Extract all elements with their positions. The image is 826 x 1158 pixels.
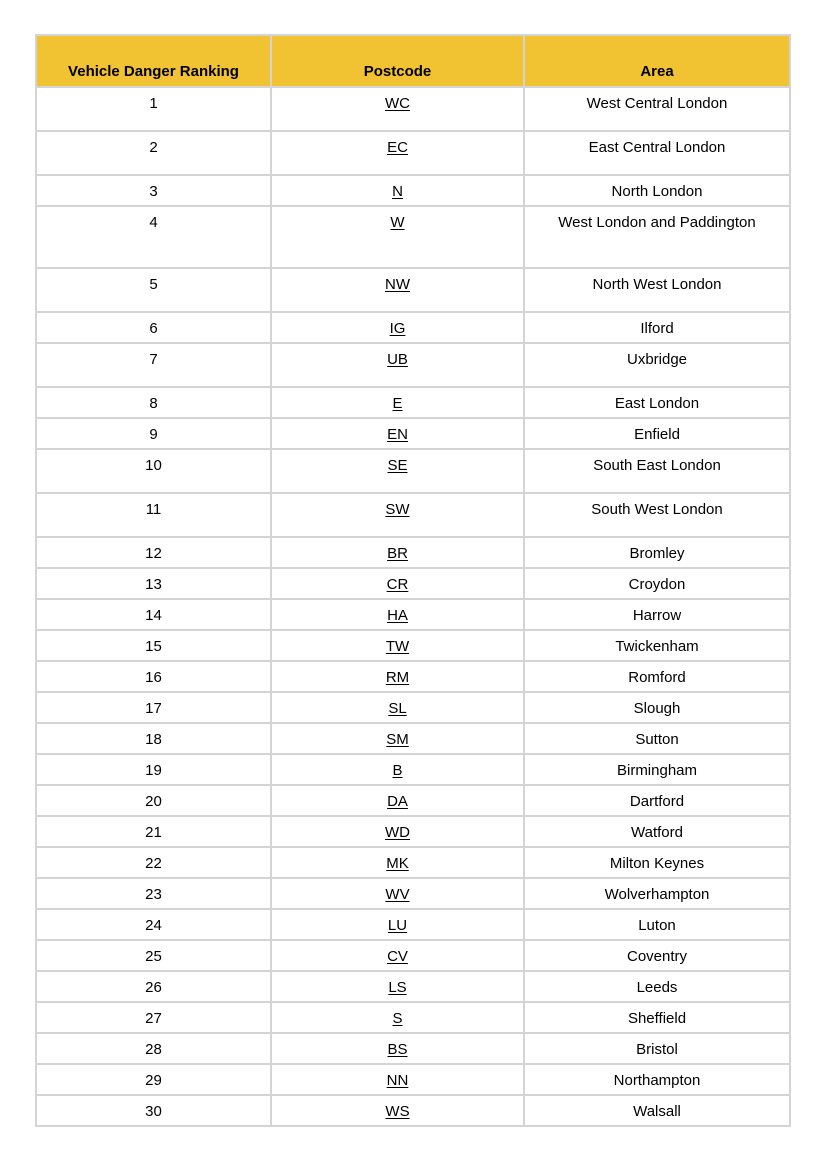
postcode-cell — [271, 816, 524, 847]
table-row — [36, 268, 790, 312]
rank-cell: 20 — [36, 785, 271, 816]
postcode-cell — [271, 449, 524, 493]
postcode-cell — [271, 312, 524, 343]
table-row — [36, 1095, 790, 1126]
postcode-link[interactable]: WD — [385, 824, 410, 841]
postcode-cell — [271, 568, 524, 599]
area-cell: North West London — [524, 268, 790, 312]
postcode-link[interactable]: CV — [387, 948, 408, 965]
postcode-link[interactable]: CR — [386, 576, 409, 593]
postcode-link[interactable]: NN — [386, 1072, 409, 1089]
area-cell: Northampton — [524, 1064, 790, 1095]
rank-cell: 21 — [36, 816, 271, 847]
postcode-link[interactable]: DA — [387, 793, 408, 810]
postcode-link[interactable]: WS — [385, 1103, 410, 1120]
postcode-cell — [271, 971, 524, 1002]
rank-cell: 5 — [36, 268, 271, 312]
rank-cell: 3 — [36, 175, 271, 206]
area-cell: Sheffield — [524, 1002, 790, 1033]
postcode-cell — [271, 630, 524, 661]
area-cell: Twickenham — [524, 630, 790, 661]
table-row — [36, 630, 790, 661]
rank-cell: 18 — [36, 723, 271, 754]
postcode-cell — [271, 847, 524, 878]
header-area: Area — [524, 35, 790, 87]
table-row — [36, 131, 790, 175]
postcode-link[interactable]: N — [392, 183, 403, 200]
postcode-cell — [271, 1033, 524, 1064]
rank-cell: 14 — [36, 599, 271, 630]
rank-cell: 17 — [36, 692, 271, 723]
rank-cell: 2 — [36, 131, 271, 175]
rank-cell: 10 — [36, 449, 271, 493]
table-row — [36, 816, 790, 847]
area-cell: Bromley — [524, 537, 790, 568]
postcode-cell — [271, 387, 524, 418]
postcode-link[interactable]: RM — [385, 669, 410, 686]
postcode-cell — [271, 754, 524, 785]
rank-cell: 27 — [36, 1002, 271, 1033]
area-cell: Dartford — [524, 785, 790, 816]
table-row — [36, 387, 790, 418]
area-cell: Leeds — [524, 971, 790, 1002]
postcode-link[interactable]: WC — [385, 95, 410, 112]
area-cell: Harrow — [524, 599, 790, 630]
postcode-link[interactable]: S — [392, 1010, 403, 1027]
postcode-link[interactable]: EC — [387, 139, 408, 156]
rank-cell: 30 — [36, 1095, 271, 1126]
rank-cell: 22 — [36, 847, 271, 878]
area-cell: Watford — [524, 816, 790, 847]
postcode-cell — [271, 493, 524, 537]
area-cell: Ilford — [524, 312, 790, 343]
postcode-cell — [271, 1095, 524, 1126]
header-row — [36, 35, 790, 87]
rank-cell: 11 — [36, 493, 271, 537]
rank-cell: 13 — [36, 568, 271, 599]
table-row — [36, 599, 790, 630]
area-cell: South West London — [524, 493, 790, 537]
rank-cell: 28 — [36, 1033, 271, 1064]
rank-cell: 9 — [36, 418, 271, 449]
table-row — [36, 878, 790, 909]
rank-cell: 24 — [36, 909, 271, 940]
table-row — [36, 343, 790, 387]
postcode-link[interactable]: HA — [387, 607, 408, 624]
postcode-cell — [271, 175, 524, 206]
rank-cell: 25 — [36, 940, 271, 971]
postcode-link[interactable]: NW — [385, 276, 410, 293]
area-cell: South East London — [524, 449, 790, 493]
vehicle-danger-ranking-table — [35, 34, 791, 1127]
rank-cell: 15 — [36, 630, 271, 661]
table-body — [36, 87, 790, 1126]
table-row — [36, 971, 790, 1002]
postcode-link[interactable]: MK — [386, 855, 409, 872]
table-row — [36, 909, 790, 940]
postcode-cell — [271, 87, 524, 131]
area-cell: Birmingham — [524, 754, 790, 785]
postcode-cell — [271, 1064, 524, 1095]
postcode-cell — [271, 723, 524, 754]
postcode-cell — [271, 131, 524, 175]
postcode-cell — [271, 785, 524, 816]
rank-cell: 4 — [36, 206, 271, 268]
postcode-cell — [271, 909, 524, 940]
rank-cell: 26 — [36, 971, 271, 1002]
table-row — [36, 940, 790, 971]
postcode-cell — [271, 537, 524, 568]
postcode-link[interactable]: SW — [385, 501, 410, 518]
table-row — [36, 785, 790, 816]
area-cell: Romford — [524, 661, 790, 692]
table-row — [36, 537, 790, 568]
header-postcode: Postcode — [271, 35, 524, 87]
postcode-link[interactable]: E — [392, 395, 403, 412]
rank-cell: 6 — [36, 312, 271, 343]
area-cell: Wolverhampton — [524, 878, 790, 909]
postcode-link[interactable]: LS — [388, 979, 407, 996]
area-cell: Luton — [524, 909, 790, 940]
table-row — [36, 449, 790, 493]
area-cell: Coventry — [524, 940, 790, 971]
postcode-link[interactable]: TW — [385, 638, 410, 655]
rank-cell: 23 — [36, 878, 271, 909]
postcode-cell — [271, 661, 524, 692]
postcode-cell — [271, 343, 524, 387]
postcode-link[interactable]: UB — [387, 351, 408, 368]
table-row — [36, 312, 790, 343]
postcode-cell — [271, 692, 524, 723]
table-row — [36, 723, 790, 754]
area-cell: West Central London — [524, 87, 790, 131]
postcode-cell — [271, 418, 524, 449]
table-row — [36, 493, 790, 537]
area-cell: East London — [524, 387, 790, 418]
postcode-link[interactable]: EN — [387, 426, 408, 443]
postcode-cell — [271, 1002, 524, 1033]
area-cell: Slough — [524, 692, 790, 723]
table-row — [36, 418, 790, 449]
table-row — [36, 1033, 790, 1064]
table-row — [36, 847, 790, 878]
postcode-link[interactable]: WV — [385, 886, 410, 903]
table-row — [36, 692, 790, 723]
postcode-link[interactable]: SM — [386, 731, 409, 748]
postcode-cell — [271, 940, 524, 971]
area-cell: East Central London — [524, 131, 790, 175]
table-row — [36, 1064, 790, 1095]
rank-cell: 1 — [36, 87, 271, 131]
area-cell: North London — [524, 175, 790, 206]
table-row — [36, 175, 790, 206]
postcode-link[interactable]: IG — [389, 320, 406, 337]
table-row — [36, 661, 790, 692]
table-row — [36, 754, 790, 785]
table-row — [36, 87, 790, 131]
postcode-link[interactable]: BR — [387, 545, 408, 562]
postcode-cell — [271, 268, 524, 312]
table-row — [36, 206, 790, 268]
area-cell: Uxbridge — [524, 343, 790, 387]
postcode-link[interactable]: LU — [387, 917, 408, 934]
area-cell: West London and Paddington — [524, 206, 790, 268]
postcode-link[interactable]: SE — [387, 457, 408, 474]
postcode-link[interactable]: BS — [387, 1041, 408, 1058]
rank-cell: 19 — [36, 754, 271, 785]
postcode-link[interactable]: B — [392, 762, 403, 779]
postcode-cell — [271, 206, 524, 268]
table-header — [36, 35, 790, 87]
area-cell: Enfield — [524, 418, 790, 449]
area-cell: Sutton — [524, 723, 790, 754]
area-cell: Milton Keynes — [524, 847, 790, 878]
postcode-link[interactable]: W — [390, 214, 405, 231]
rank-cell: 12 — [36, 537, 271, 568]
rank-cell: 7 — [36, 343, 271, 387]
table-row — [36, 1002, 790, 1033]
ranking-table-container — [35, 34, 789, 1127]
postcode-cell — [271, 878, 524, 909]
rank-cell: 29 — [36, 1064, 271, 1095]
area-cell: Bristol — [524, 1033, 790, 1064]
postcode-link[interactable]: SL — [388, 700, 407, 717]
header-vehicle-danger-ranking: Vehicle Danger Ranking — [36, 35, 271, 87]
area-cell: Croydon — [524, 568, 790, 599]
postcode-cell — [271, 599, 524, 630]
area-cell: Walsall — [524, 1095, 790, 1126]
table-row — [36, 568, 790, 599]
rank-cell: 16 — [36, 661, 271, 692]
rank-cell: 8 — [36, 387, 271, 418]
